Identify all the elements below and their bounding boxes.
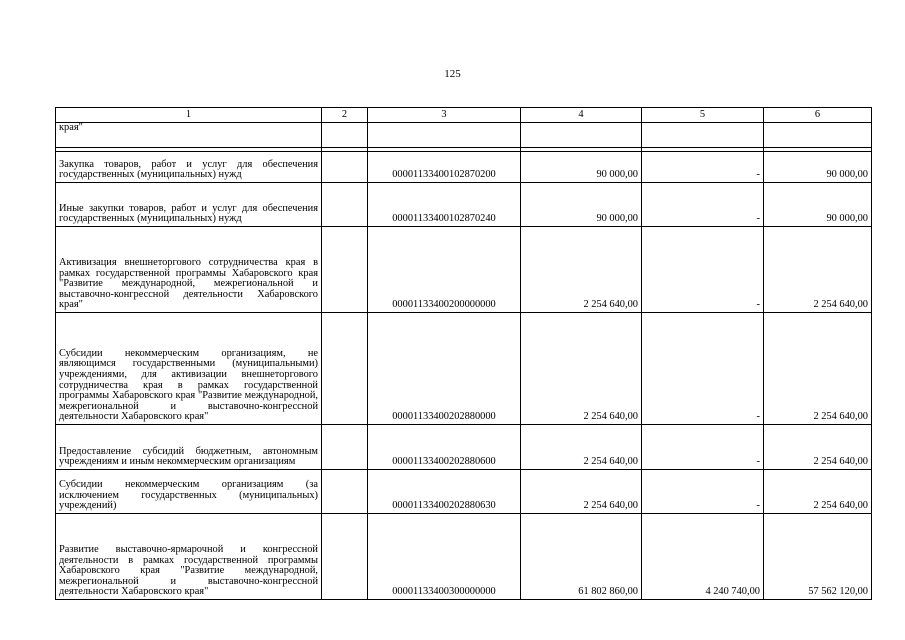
item-name: Развитие выставочно-ярмарочной и конгрессной деятельности в рамках государственной программы Хабаровского края "Развитие международной, межрегиональной и выставочно-конгрессной деятельности Хабаровского края" xyxy=(56,514,322,600)
value-col5: - xyxy=(642,152,764,183)
value-col4: 61 802 860,00 xyxy=(521,514,642,600)
value-col5: - xyxy=(642,183,764,227)
table-row xyxy=(56,152,872,183)
item-code: 00001133400102870200 xyxy=(368,152,521,183)
item-code: 00001133400202880000 xyxy=(368,313,521,425)
page-number: 125 xyxy=(444,68,461,80)
column-header: 3 xyxy=(368,108,521,123)
value-col4: 2 254 640,00 xyxy=(521,425,642,470)
table-row xyxy=(56,313,872,425)
column-header: 1 xyxy=(56,108,322,123)
cell-col2 xyxy=(322,425,368,470)
item-code xyxy=(368,123,521,148)
item-code: 00001133400200000000 xyxy=(368,227,521,313)
column-header: 5 xyxy=(642,108,764,123)
item-name: Иные закупки товаров, работ и услуг для обеспечения государственных (муниципальных) нужд xyxy=(56,183,322,227)
item-name: Предоставление субсидий бюджетным, автономным учреждениям и иным некоммерческим организациям xyxy=(56,425,322,470)
value-col5: 4 240 740,00 xyxy=(642,514,764,600)
value-col6 xyxy=(764,123,872,148)
value-col4: 2 254 640,00 xyxy=(521,470,642,514)
value-col4: 2 254 640,00 xyxy=(521,313,642,425)
value-col6: 90 000,00 xyxy=(764,152,872,183)
cell-col2 xyxy=(322,152,368,183)
column-header: 6 xyxy=(764,108,872,123)
value-col6: 2 254 640,00 xyxy=(764,313,872,425)
cell-col2 xyxy=(322,183,368,227)
column-header: 4 xyxy=(521,108,642,123)
value-col6: 2 254 640,00 xyxy=(764,227,872,313)
item-code: 00001133400202880600 xyxy=(368,425,521,470)
item-name: края" xyxy=(56,123,322,148)
budget-table xyxy=(55,107,872,600)
value-col6: 90 000,00 xyxy=(764,183,872,227)
table-row xyxy=(56,470,872,514)
value-col4: 2 254 640,00 xyxy=(521,227,642,313)
value-col4: 90 000,00 xyxy=(521,183,642,227)
item-name: Закупка товаров, работ и услуг для обеспечения государственных (муниципальных) нужд xyxy=(56,152,322,183)
value-col4: 90 000,00 xyxy=(521,152,642,183)
value-col5: - xyxy=(642,470,764,514)
value-col6: 2 254 640,00 xyxy=(764,470,872,514)
item-code: 00001133400300000000 xyxy=(368,514,521,600)
value-col6: 2 254 640,00 xyxy=(764,425,872,470)
cell-col2 xyxy=(322,227,368,313)
cell-col2 xyxy=(322,313,368,425)
item-name: Субсидии некоммерческим организациям (за исключением государственных (муниципальных) учреждений) xyxy=(56,470,322,514)
item-code: 00001133400202880630 xyxy=(368,470,521,514)
cell-col2 xyxy=(322,123,368,148)
item-name: Субсидии некоммерческим организациям, не являющимся государственными (муниципальными) учреждениями, для активизации внешнеторгового сотрудничества края в рамках государственной программы Хабаровского края "Развитие международной, межрегиональной и выставочно-конгрессной деятельности Хабаровского края" xyxy=(56,313,322,425)
table-row xyxy=(56,425,872,470)
item-name: Активизация внешнеторгового сотрудничества края в рамках государственной программы Хабаровского края "Развитие международной, межрегиональной и выставочно-конгрессной деятельности Хабаровского края" xyxy=(56,227,322,313)
table-row xyxy=(56,123,872,148)
table-row xyxy=(56,183,872,227)
table-row xyxy=(56,514,872,600)
value-col5: - xyxy=(642,313,764,425)
item-code: 00001133400102870240 xyxy=(368,183,521,227)
value-col6: 57 562 120,00 xyxy=(764,514,872,600)
value-col5: - xyxy=(642,227,764,313)
table-row xyxy=(56,227,872,313)
cell-col2 xyxy=(322,470,368,514)
value-col5: - xyxy=(642,425,764,470)
table-header-row xyxy=(56,108,872,123)
value-col4 xyxy=(521,123,642,148)
column-header: 2 xyxy=(322,108,368,123)
value-col5 xyxy=(642,123,764,148)
cell-col2 xyxy=(322,514,368,600)
